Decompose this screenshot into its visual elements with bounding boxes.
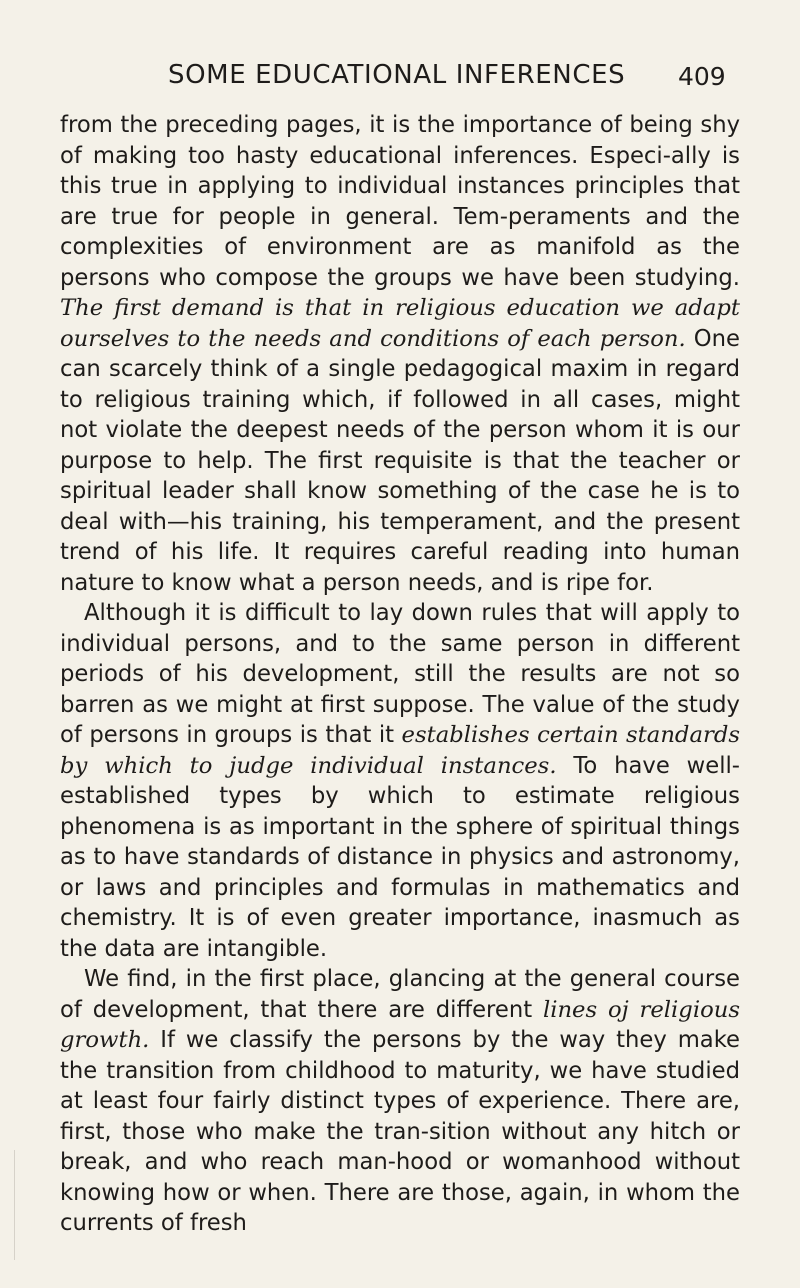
running-head: SOME EDUCATIONAL INFERENCES (168, 60, 626, 90)
paragraph-3-italic: lines oj religious growth. (60, 996, 740, 1053)
paragraph-1-text-b: One can scarcely think of a single pedagogical maxim in regard to religious training which, if followed in all cases, might not violate the deepest needs of the person whom it is our purpose to help. The first requisite is that the teacher or spiritual leader shall know something of the case he is to deal with—his training, his temperament, and the present trend of his life. It requires careful reading into human nature to know what a person needs, and is ripe for. (60, 325, 740, 596)
paragraph-1-text-a: from the preceding pages, it is the importance of being shy of making too hasty educational inferences. Especi-ally is this true in applying to individual instances principles that are true for people in general. Tem-peraments and the complexities of environment are as manifold as the persons who compose the groups we have been studying. (60, 112, 740, 291)
body-text (60, 110, 740, 1239)
page-edge-shadow (0, 1150, 15, 1260)
paragraph-2-italic: establishes certain standards by which to judge individual instances. (60, 722, 740, 779)
paragraph-1-italic: The first demand is that in religious education we adapt ourselves to the needs and conditions of each person. (60, 295, 740, 352)
paragraph-3-text-a: We find, in the first place, glancing at the general course of development, that there are different (60, 966, 740, 1023)
paragraph-3-text-b: If we classify the persons by the way they make the transition from childhood to maturity, we have studied at least four fairly distinct types of experience. There are, first, those who make the tran-sition without any hitch or break, and who reach man-hood or womanhood without knowing how or when. There are those, again, in whom the currents of fresh (60, 1027, 740, 1236)
paragraph-2 (60, 598, 740, 964)
paragraph-3 (60, 964, 740, 1239)
paragraph-1 (60, 110, 740, 598)
page-number: 409 (678, 62, 726, 91)
paragraph-2-text-a: Although it is difficult to lay down rules that will apply to individual persons, and to the same person in different periods of his development, still the results are not so barren as we might at first suppose. The value of the study of persons in groups is that it (60, 600, 740, 748)
paragraph-2-text-b: To have well-established types by which to estimate religious phenomena is as important in the sphere of spiritual things as to have standards of distance in physics and astronomy, or laws and principles and formulas in mathematics and chemistry. It is of even greater importance, inasmuch as the data are intangible. (60, 752, 740, 962)
